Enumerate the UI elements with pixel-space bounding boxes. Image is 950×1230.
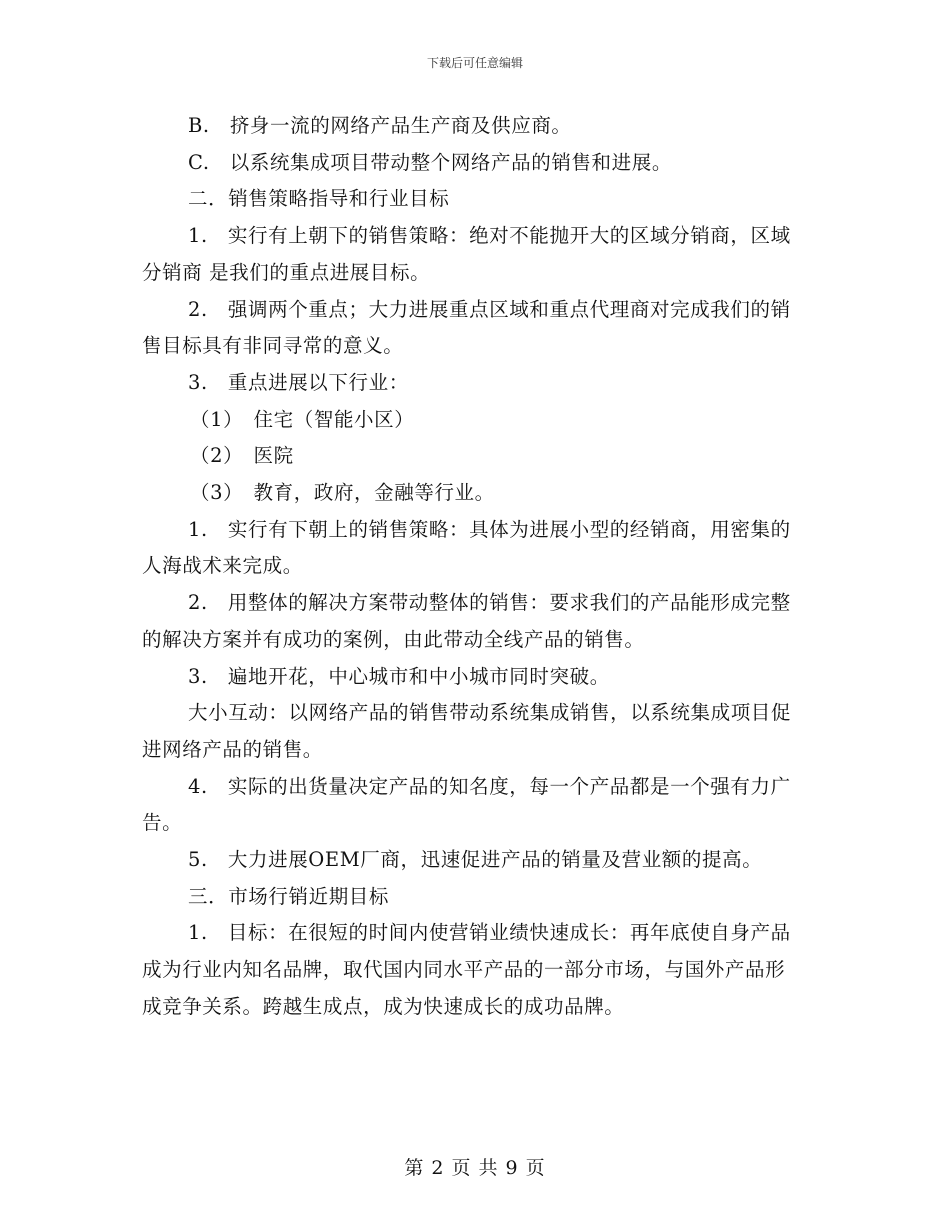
list-item: （2） 医院 [190, 444, 294, 468]
paragraph: 4. 实际的出货量决定产品的知名度，每一个产品都是一个强有力广告。 [142, 774, 791, 835]
paragraph: 1. 实行有下朝上的销售策略：具体为进展小型的经销商，用密集的人海战术来完成。 [142, 517, 791, 578]
paragraph: 5. 大力进展OEM厂商，迅速促进产品的销量及营业额的提高。 [188, 848, 763, 872]
paragraph: C. 以系统集成项目带动整个网络产品的销售和进展。 [188, 150, 672, 174]
paragraph: 3. 遍地开花，中心城市和中小城市同时突破。 [188, 664, 610, 688]
paragraph: 2. 强调两个重点；大力进展重点区域和重点代理商对完成我们的销售目标具有非同寻常的意义。 [142, 297, 791, 358]
paragraph: B. 挤身一流的网络产品生产商及供应商。 [188, 114, 572, 137]
page-header: 下载后可任意编辑 [426, 56, 523, 70]
paragraph: 1. 目标：在很短的时间内使营销业绩快速成长：再年底使自身产品成为行业内知名品牌，取代国内同水平产品的一部分市场，与国外产品形成竞争关系。跨越生成点，成为快速成长的成功品牌。 [142, 921, 791, 1018]
document-body [142, 108, 802, 1026]
paragraph: 3. 重点进展以下行业： [188, 370, 409, 394]
paragraph: 1. 实行有上朝下的销售策略：绝对不能抛开大的区域分销商，区域分销商 是我们的重点进展目标。 [142, 224, 791, 284]
list-item: （3） 教育，政府，金融等行业。 [190, 481, 495, 505]
section-heading: 二．销售策略指导和行业目标 [188, 187, 450, 211]
page-number: 第 2 页 共 9 页 [404, 1157, 546, 1179]
paragraph: 大小互动：以网络产品的销售带动系统集成销售，以系统集成项目促进网络产品的销售。 [142, 701, 792, 761]
paragraph: 2. 用整体的解决方案带动整体的销售：要求我们的产品能形成完整的解决方案并有成功的案例，由此带动全线产品的销售。 [142, 591, 791, 651]
list-item: （1） 住宅（智能小区） [190, 407, 415, 431]
section-heading: 三．市场行销近期目标 [188, 884, 390, 908]
